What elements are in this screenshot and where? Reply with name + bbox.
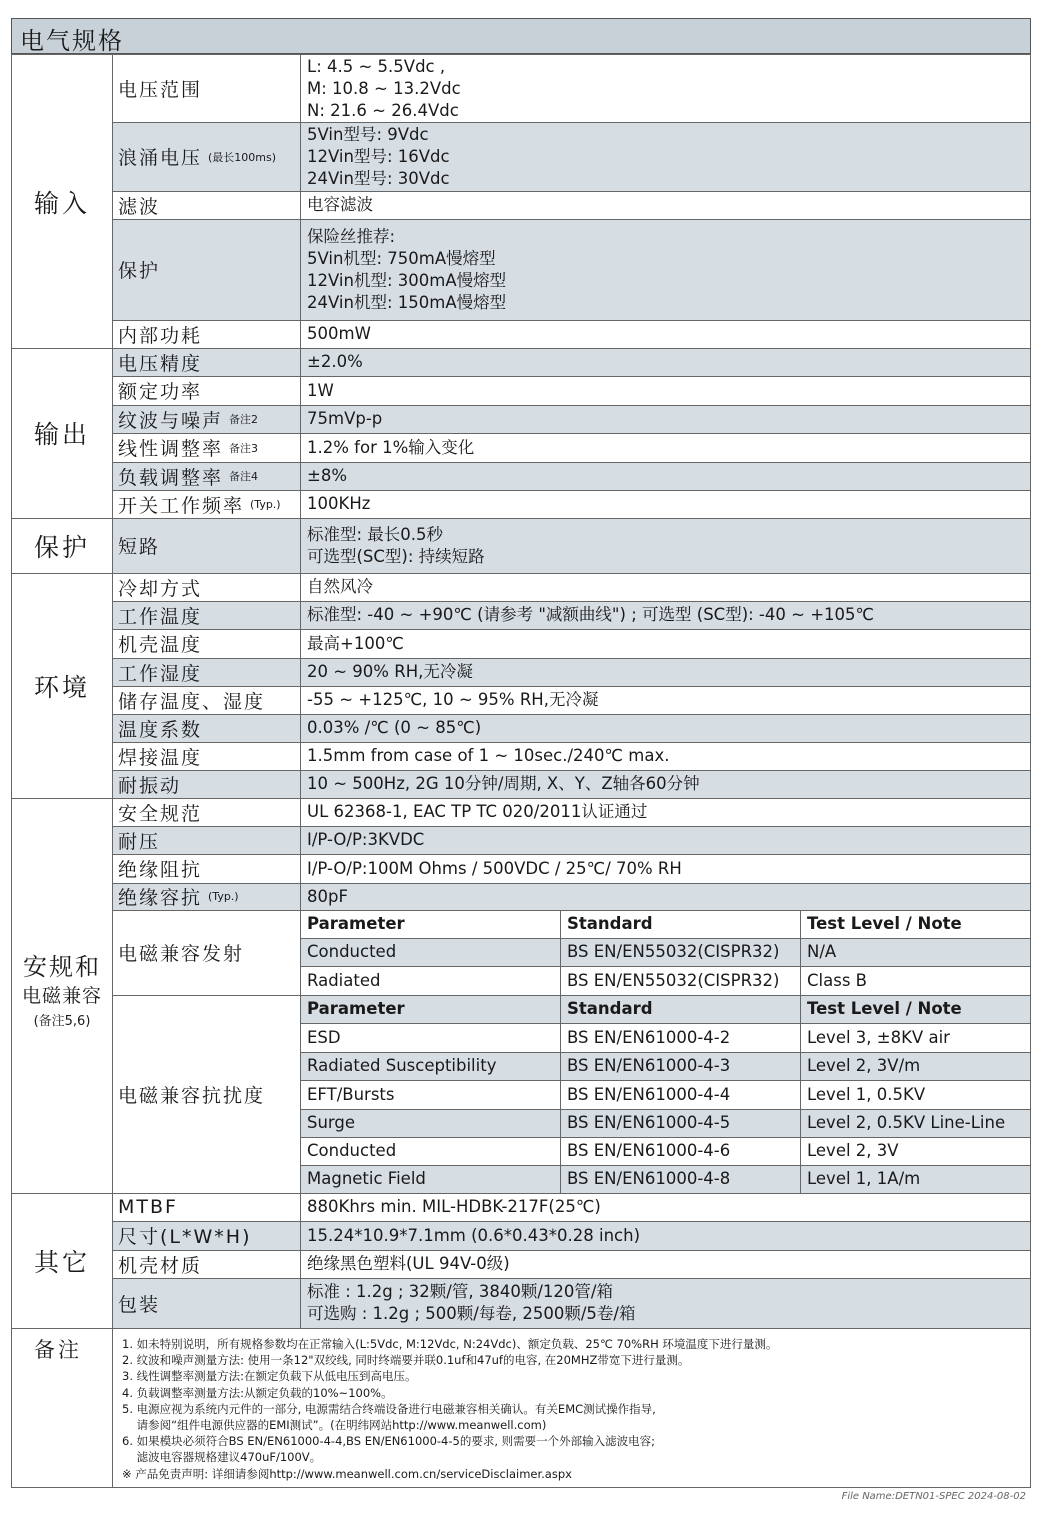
emi-row-cell: Radiated bbox=[300, 966, 560, 995]
grid-line bbox=[112, 1221, 1030, 1222]
label-text: 浪涌电压 bbox=[118, 147, 203, 169]
ems-row-cell: EFT/Bursts bbox=[300, 1080, 560, 1109]
note-line: 滤波电容器规格建议470uF/100V。 bbox=[122, 1450, 322, 1465]
output-rated-power-label: 额定功率 bbox=[112, 376, 300, 405]
ems-row-cell: BS EN/EN61000-4-5 bbox=[560, 1109, 800, 1137]
ems-row-cell: Conducted bbox=[300, 1137, 560, 1165]
input-surge-value bbox=[300, 122, 1030, 191]
grid-line bbox=[112, 376, 1030, 377]
safety-standards-label: 安全规范 bbox=[112, 798, 300, 826]
file-name-footer: File Name:DETN01-SPEC 2024-08-02 bbox=[841, 1491, 1026, 1502]
group-safety-line3: (备注5,6) bbox=[33, 1014, 91, 1029]
env-vibration-value: 10 ~ 500Hz, 2G 10分钟/周期, X、Y、Z轴各60分钟 bbox=[300, 770, 1030, 798]
label-text: 纹波与噪声 bbox=[118, 409, 224, 432]
value-line: 24Vin机型: 150mA慢熔型 bbox=[307, 292, 507, 312]
value-line: 5Vin机型: 750mA慢熔型 bbox=[307, 248, 496, 268]
grid-line bbox=[112, 405, 1030, 406]
input-voltage-range-value bbox=[300, 55, 1030, 122]
ems-row-cell: BS EN/EN61000-4-6 bbox=[560, 1137, 800, 1165]
env-temp-coef-value: 0.03% /℃ (0 ~ 85℃) bbox=[300, 714, 1030, 742]
group-safety-line2: 电磁兼容 bbox=[21, 985, 102, 1007]
others-mtbf-label: MTBF bbox=[112, 1193, 300, 1221]
grid-line bbox=[11, 1193, 1031, 1194]
note-line: 请参阅“组件电源供应器的EMI测试”。(在明纬网站http://www.meanwell.com) bbox=[122, 1418, 547, 1433]
env-vibration-label: 耐振动 bbox=[112, 770, 300, 798]
grid-line bbox=[112, 770, 1030, 771]
section-title: 电气规格 bbox=[20, 27, 124, 55]
ems-row-cell: Level 2, 3V bbox=[800, 1137, 1030, 1165]
note-line: 5. 电源应视为系统内元件的一部分, 电源需结合终端设备进行电磁兼容相关确认。有关EMC测试操作指导, bbox=[122, 1401, 656, 1416]
input-protection-label: 保护 bbox=[112, 219, 300, 320]
emi-header-parameter: Parameter bbox=[300, 910, 560, 938]
env-storage-value: -55 ~ +125℃, 10 ~ 95% RH,无冷凝 bbox=[300, 686, 1030, 714]
group-input: 输入 bbox=[33, 188, 90, 218]
ems-header-level: Test Level / Note bbox=[800, 995, 1030, 1023]
value-line: 可选型(SC型): 持续短路 bbox=[307, 546, 485, 566]
group-safety-emc bbox=[13, 952, 111, 1034]
group-others: 其它 bbox=[33, 1247, 90, 1277]
value-line: 标准 : 1.2g ; 32颗/管, 3840颗/120管/箱 bbox=[307, 1282, 613, 1301]
grid-line bbox=[112, 1250, 1030, 1251]
label-note: 备注3 bbox=[229, 441, 259, 455]
ems-row-cell: Level 3, ±8KV air bbox=[800, 1023, 1030, 1052]
value-line: 5Vin型号: 9Vdc bbox=[307, 124, 429, 144]
ems-row-cell: Magnetic Field bbox=[300, 1165, 560, 1193]
note-line: 1. 如未特别说明，所有规格参数均在正常输入(L:5Vdc, M:12Vdc, N:24Vdc)、额定负载、25℃ 70%RH 环境温度下进行量测。 bbox=[122, 1337, 778, 1351]
label-text: 线性调整率 bbox=[118, 438, 224, 460]
env-work-temp-label: 工作温度 bbox=[112, 601, 300, 629]
others-packing-label: 包装 bbox=[112, 1278, 300, 1328]
input-internal-loss-value: 500mW bbox=[300, 320, 1030, 348]
grid-line bbox=[112, 191, 1030, 192]
safety-isolation-c-value: 80pF bbox=[300, 883, 1030, 910]
grid-line bbox=[112, 219, 1030, 220]
safety-isolation-r-value: I/P-O/P:100M Ohms / 500VDC / 25℃/ 70% RH bbox=[300, 854, 1030, 883]
output-ripple-value: 75mVp-p bbox=[300, 405, 1030, 433]
ems-row-cell: Level 1, 1A/m bbox=[800, 1165, 1030, 1193]
ems-row-cell: BS EN/EN61000-4-4 bbox=[560, 1080, 800, 1109]
ems-row-cell: Level 2, 0.5KV Line-Line bbox=[800, 1109, 1030, 1137]
output-rated-power-value: 1W bbox=[300, 376, 1030, 405]
others-size-label: 尺寸(L*W*H) bbox=[112, 1221, 300, 1250]
output-accuracy-label: 电压精度 bbox=[112, 348, 300, 376]
grid-line bbox=[11, 573, 1031, 574]
ems-label: 电磁兼容抗扰度 bbox=[112, 995, 300, 1193]
emi-header-level: Test Level / Note bbox=[800, 910, 1030, 938]
value-line: M: 10.8 ~ 13.2Vdc bbox=[307, 78, 461, 98]
note-line: 4. 负载调整率测量方法:从额定负载的10%~100%。 bbox=[122, 1385, 393, 1400]
grid-line bbox=[112, 995, 1030, 996]
ems-row-cell: BS EN/EN61000-4-3 bbox=[560, 1052, 800, 1080]
value-line: N: 21.6 ~ 26.4Vdc bbox=[307, 100, 459, 120]
grid-line bbox=[112, 714, 1030, 715]
env-case-temp-label: 机壳温度 bbox=[112, 629, 300, 658]
output-load-reg-label bbox=[112, 462, 300, 490]
label-text: 负载调整率 bbox=[118, 466, 224, 489]
protection-short-label: 短路 bbox=[112, 518, 300, 573]
label-note: 备注4 bbox=[229, 470, 259, 483]
emi-row-cell: N/A bbox=[800, 938, 1030, 966]
ems-header-parameter: Parameter bbox=[300, 995, 560, 1023]
output-line-reg-label bbox=[112, 433, 300, 462]
value-line: 可选购 : 1.2g ; 500颗/每卷, 2500颗/5卷/箱 bbox=[307, 1304, 636, 1323]
label-note: 备注2 bbox=[229, 413, 259, 426]
grid-line bbox=[112, 490, 1030, 491]
input-filter-label: 滤波 bbox=[112, 191, 300, 219]
group-protection: 保护 bbox=[33, 532, 90, 562]
input-filter-value: 电容滤波 bbox=[300, 191, 1030, 219]
safety-withstand-label: 耐压 bbox=[112, 826, 300, 854]
env-solder-value: 1.5mm from case of 1 ~ 10sec./240℃ max. bbox=[300, 742, 1030, 770]
label-text: 绝缘容抗 bbox=[118, 887, 203, 909]
protection-short-value bbox=[300, 518, 1030, 573]
grid-line bbox=[112, 433, 1030, 434]
grid-line bbox=[11, 518, 1031, 519]
grid-line bbox=[300, 1052, 1030, 1053]
grid-line bbox=[112, 910, 1030, 911]
output-line-reg-value: 1.2% for 1%输入变化 bbox=[300, 433, 1030, 462]
notes-list bbox=[122, 1336, 1022, 1482]
grid-line bbox=[112, 658, 1030, 659]
grid-line bbox=[300, 966, 1030, 967]
note-line: 2. 纹波和噪声测量方法: 使用一条12"双绞线, 同时终端要并联0.1uf和47uf的电容, 在20MHZ带宽下进行量测。 bbox=[122, 1353, 690, 1368]
notes-label: 备注 bbox=[34, 1338, 82, 1362]
grid-line bbox=[11, 1328, 1031, 1329]
output-load-reg-value: ±8% bbox=[300, 462, 1030, 490]
grid-line bbox=[11, 348, 1031, 349]
emi-row-cell: BS EN/EN55032(CISPR32) bbox=[560, 966, 800, 995]
env-temp-coef-label: 温度系数 bbox=[112, 714, 300, 742]
grid-line bbox=[112, 629, 1030, 630]
env-cooling-label: 冷却方式 bbox=[112, 573, 300, 601]
others-material-value: 绝缘黑色塑料(UL 94V-0级) bbox=[300, 1250, 1030, 1278]
ems-row-cell: Surge bbox=[300, 1109, 560, 1137]
value-line: 保险丝推荐: bbox=[307, 226, 396, 246]
grid-line bbox=[300, 1165, 1030, 1166]
value-line: 12Vin型号: 16Vdc bbox=[307, 146, 450, 166]
ems-row-cell: BS EN/EN61000-4-2 bbox=[560, 1023, 800, 1052]
env-humidity-value: 20 ~ 90% RH,无冷凝 bbox=[300, 658, 1030, 686]
emi-row-cell: BS EN/EN55032(CISPR32) bbox=[560, 938, 800, 966]
value-line: 12Vin机型: 300mA慢熔型 bbox=[307, 270, 507, 290]
grid-line bbox=[112, 826, 1030, 827]
grid-line bbox=[112, 601, 1030, 602]
input-voltage-range-label: 电压范围 bbox=[112, 55, 300, 122]
grid-line bbox=[112, 742, 1030, 743]
env-humidity-label: 工作湿度 bbox=[112, 658, 300, 686]
grid-line bbox=[112, 883, 1030, 884]
others-packing-value bbox=[300, 1278, 1030, 1328]
others-size-value: 15.24*10.9*7.1mm (0.6*0.43*0.28 inch) bbox=[300, 1221, 1030, 1250]
ems-row-cell: Radiated Susceptibility bbox=[300, 1052, 560, 1080]
input-protection-value bbox=[300, 219, 1030, 320]
note-line: 3. 线性调整率测量方法:在额定负载下从低电压到高电压。 bbox=[122, 1369, 417, 1384]
grid-line bbox=[300, 1080, 1030, 1081]
safety-standards-value: UL 62368-1, EAC TP TC 020/2011认证通过 bbox=[300, 798, 1030, 826]
emi-row-cell: Class B bbox=[800, 966, 1030, 995]
safety-isolation-c-label bbox=[112, 883, 300, 910]
grid-line bbox=[11, 798, 1031, 799]
note-line: ※ 产品免责声明: 详细请参阅http://www.meanwell.com.cn/serviceDisclaimer.aspx bbox=[122, 1466, 572, 1481]
group-environment: 环境 bbox=[33, 672, 90, 702]
output-freq-value: 100KHz bbox=[300, 490, 1030, 518]
grid-line bbox=[11, 54, 12, 1487]
value-line: L: 4.5 ~ 5.5Vdc , bbox=[307, 56, 446, 76]
env-solder-label: 焊接温度 bbox=[112, 742, 300, 770]
emi-label: 电磁兼容发射 bbox=[112, 910, 300, 995]
value-line: 标准型: 最长0.5秒 bbox=[307, 524, 444, 544]
grid-line bbox=[112, 854, 1030, 855]
safety-isolation-r-label: 绝缘阻抗 bbox=[112, 854, 300, 883]
grid-line bbox=[1030, 54, 1031, 1487]
label-note: (Typ.) bbox=[250, 497, 281, 511]
ems-row-cell: BS EN/EN61000-4-8 bbox=[560, 1165, 800, 1193]
label-note: (Typ.) bbox=[208, 890, 239, 903]
safety-withstand-value: I/P-O/P:3KVDC bbox=[300, 826, 1030, 854]
others-mtbf-value: 880Khrs min. MIL-HDBK-217F(25℃) bbox=[300, 1193, 1030, 1221]
label-text: 开关工作频率 bbox=[118, 494, 245, 517]
grid-line bbox=[11, 1487, 1031, 1488]
value-line: 24Vin型号: 30Vdc bbox=[307, 168, 450, 188]
output-ripple-label bbox=[112, 405, 300, 433]
grid-line bbox=[300, 1137, 1030, 1138]
input-surge-label bbox=[112, 122, 300, 191]
grid-line bbox=[300, 1023, 1030, 1024]
env-storage-label: 储存温度、湿度 bbox=[112, 686, 300, 714]
section-title-bar bbox=[11, 18, 1031, 54]
env-cooling-value: 自然风冷 bbox=[300, 573, 1030, 601]
group-output: 输出 bbox=[33, 420, 90, 449]
output-accuracy-value: ±2.0% bbox=[300, 348, 1030, 376]
note-line: 6. 如果模块必须符合BS EN/EN61000-4-4,BS EN/EN61000-4-5的要求, 则需要一个外部输入滤波电容; bbox=[122, 1434, 656, 1449]
ems-row-cell: ESD bbox=[300, 1023, 560, 1052]
ems-row-cell: Level 1, 0.5KV bbox=[800, 1080, 1030, 1109]
grid-line bbox=[112, 320, 1030, 321]
grid-line bbox=[300, 938, 1030, 939]
grid-line bbox=[300, 1109, 1030, 1110]
ems-row-cell: Level 2, 3V/m bbox=[800, 1052, 1030, 1080]
output-freq-label bbox=[112, 490, 300, 518]
input-internal-loss-label: 内部功耗 bbox=[112, 320, 300, 348]
grid-line bbox=[112, 462, 1030, 463]
grid-line bbox=[11, 54, 1031, 55]
group-safety-line1: 安规和 bbox=[23, 953, 101, 981]
emi-row-cell: Conducted bbox=[300, 938, 560, 966]
emi-header-standard: Standard bbox=[560, 910, 800, 938]
label-note: (最长100ms) bbox=[208, 150, 277, 164]
grid-line bbox=[112, 1278, 1030, 1279]
others-material-label: 机壳材质 bbox=[112, 1250, 300, 1278]
ems-header-standard: Standard bbox=[560, 995, 800, 1023]
env-work-temp-value: 标准型: -40 ~ +90℃ (请参考 "减额曲线") ; 可选型 (SC型): -40 ~ +105℃ bbox=[300, 601, 1030, 629]
grid-line bbox=[112, 686, 1030, 687]
env-case-temp-value: 最高+100℃ bbox=[300, 629, 1030, 658]
grid-line bbox=[112, 122, 1030, 123]
